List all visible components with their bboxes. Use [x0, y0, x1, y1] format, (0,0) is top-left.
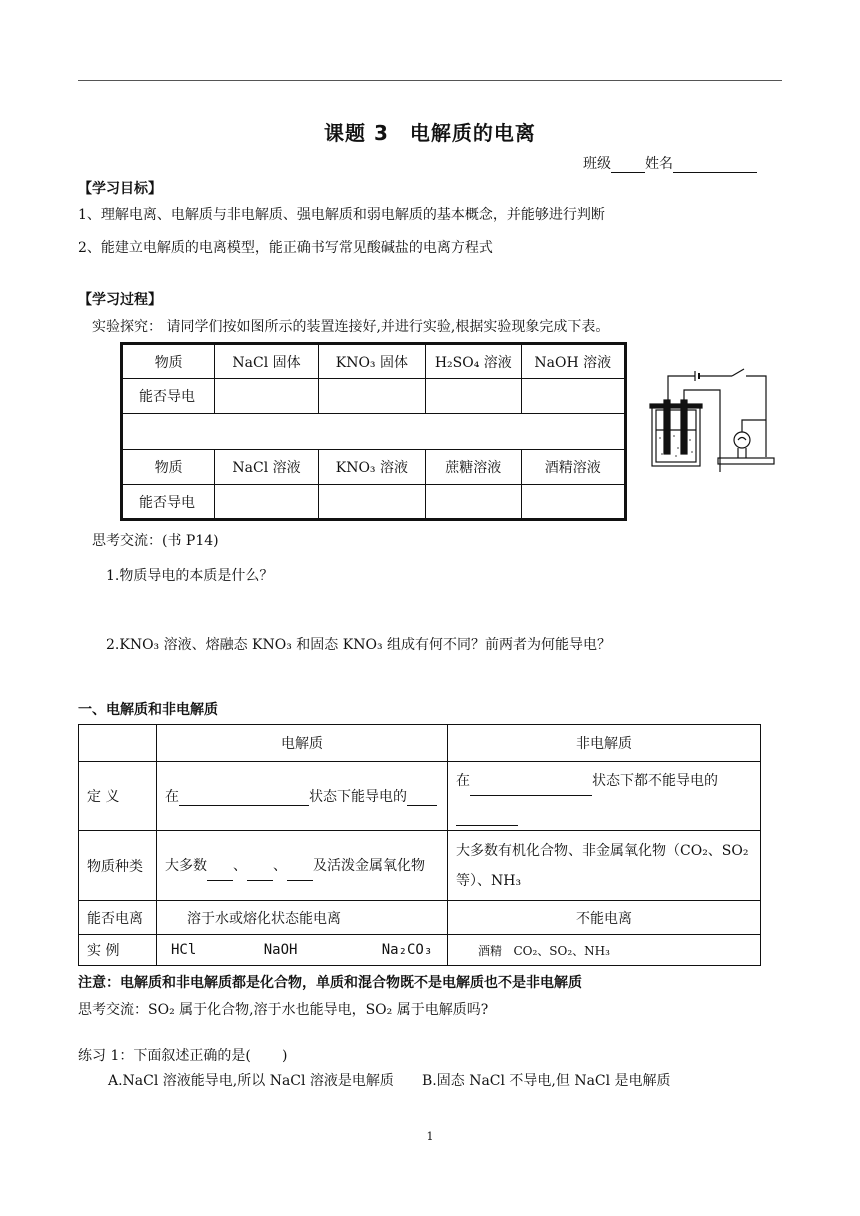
answer-cell[interactable] [318, 485, 425, 520]
experiment-table [120, 342, 627, 521]
table-cell: 能否导电 [122, 485, 215, 520]
discussion-label: 思考交流：(书 P14) [92, 533, 219, 549]
table-cell: 物质 [122, 344, 215, 379]
category-text-a: 大多数 [165, 857, 207, 874]
answer-cell[interactable] [426, 379, 522, 414]
class-label: 班级 [583, 156, 611, 172]
table-cell: HCl NaOH Na₂CO₃ [157, 935, 448, 966]
table-cell [79, 725, 157, 762]
table-cell: NaOH 溶液 [521, 344, 625, 379]
answer-cell[interactable] [521, 379, 625, 414]
option-b: B.固态 NaCl 不导电,但 NaCl 是电解质 [422, 1073, 671, 1089]
table-cell: 非电解质 [448, 725, 761, 762]
table-row [79, 935, 761, 966]
electrolyte-table [78, 724, 761, 966]
definition-text-b: 状态下能导电的 [309, 789, 407, 805]
table-cell: 酒精溶液 [521, 450, 625, 485]
table-cell: NaCl 固体 [215, 344, 318, 379]
answer-cell[interactable] [426, 485, 522, 520]
table-cell: KNO₃ 溶液 [318, 450, 425, 485]
answer-cell[interactable] [215, 485, 318, 520]
answer-cell[interactable] [521, 485, 625, 520]
category-blank[interactable] [207, 866, 233, 881]
table-cell: 定 义 [79, 762, 157, 831]
discussion-2: 思考交流：SO₂ 属于化合物,溶于水也能导电，SO₂ 属于电解质吗? [78, 1002, 489, 1018]
table-row [79, 762, 761, 831]
table-cell: 电解质 [157, 725, 448, 762]
conductivity-apparatus-diagram [640, 362, 780, 472]
table-cell: 物质 [122, 450, 215, 485]
process-heading: 【学习过程】 [78, 292, 162, 308]
name-label: 姓名 [645, 156, 673, 172]
category-blank[interactable] [287, 866, 313, 881]
definition-text-b: 状态下都不能导电的 [592, 773, 718, 789]
definition-blank[interactable] [456, 811, 518, 826]
definition-blank[interactable] [179, 791, 309, 806]
table-cell: 酒精 CO₂、SO₂、NH₃ [448, 935, 761, 966]
class-blank[interactable] [611, 158, 645, 173]
definition-blank[interactable] [470, 781, 592, 796]
table-cell: 能否电离 [79, 901, 157, 935]
class-name-line [583, 153, 757, 173]
spacer-cell [122, 414, 626, 450]
table-row [79, 725, 761, 762]
table-cell [157, 762, 448, 831]
table-cell: 蔗糖溶液 [426, 450, 522, 485]
table-row [79, 831, 761, 901]
table-row [122, 379, 626, 414]
table-row [122, 344, 626, 379]
exercise-1: 练习 1：下面叙述正确的是( ) [78, 1048, 288, 1064]
option-a: A.NaCl 溶液能导电,所以 NaCl 溶液是电解质 [108, 1073, 394, 1089]
section1-heading: 一、电解质和非电解质 [78, 702, 218, 718]
name-blank[interactable] [673, 158, 757, 173]
note: 注意：电解质和非电解质都是化合物，单质和混合物既不是电解质也不是非电解质 [78, 975, 582, 991]
table-row [122, 414, 626, 450]
definition-text-a: 在 [456, 773, 470, 789]
category-text-b: 及活泼金属氧化物 [313, 857, 425, 874]
answer-cell[interactable] [318, 379, 425, 414]
table-cell: NaCl 溶液 [215, 450, 318, 485]
answer-cell[interactable] [215, 379, 318, 414]
question-2: 2.KNO₃ 溶液、熔融态 KNO₃ 和固态 KNO₃ 组成有何不同？前两者为何能导电？ [106, 637, 612, 653]
objectives-heading: 【学习目标】 [78, 181, 162, 197]
table-cell: 能否导电 [122, 379, 215, 414]
experiment-intro: 实验探究： 请同学们按如图所示的装置连接好,并进行实验,根据实验现象完成下表。 [92, 319, 610, 335]
table-cell: 大多数有机化合物、非金属氧化物（CO₂、SO₂等）、NH₃ [448, 831, 761, 901]
table-cell: 物质种类 [79, 831, 157, 901]
objective-1: 1、理解电离、电解质与非电解质、强电解质和弱电解质的基本概念，并能够进行判断 [78, 207, 605, 223]
category-blank[interactable] [247, 866, 273, 881]
table-cell [448, 762, 761, 831]
table-row [122, 450, 626, 485]
definition-blank[interactable] [407, 791, 437, 806]
page-number: 1 [426, 1130, 434, 1143]
table-cell: 溶于水或熔化状态能电离 [157, 901, 448, 935]
table-row [122, 485, 626, 520]
table-cell: 大多数 、 、 及活泼金属氧化物 [157, 831, 448, 901]
table-row [79, 901, 761, 935]
objective-2: 2、能建立电解质的电离模型，能正确书写常见酸碱盐的电离方程式 [78, 240, 493, 256]
table-cell: 不能电离 [448, 901, 761, 935]
question-1: 1.物质导电的本质是什么？ [106, 568, 274, 584]
table-cell: KNO₃ 固体 [318, 344, 425, 379]
table-cell: H₂SO₄ 溶液 [426, 344, 522, 379]
page-title: 课题 3 电解质的电离 [324, 121, 536, 145]
table-cell: 实 例 [79, 935, 157, 966]
header-rule [78, 80, 782, 81]
definition-text-a: 在 [165, 789, 179, 805]
